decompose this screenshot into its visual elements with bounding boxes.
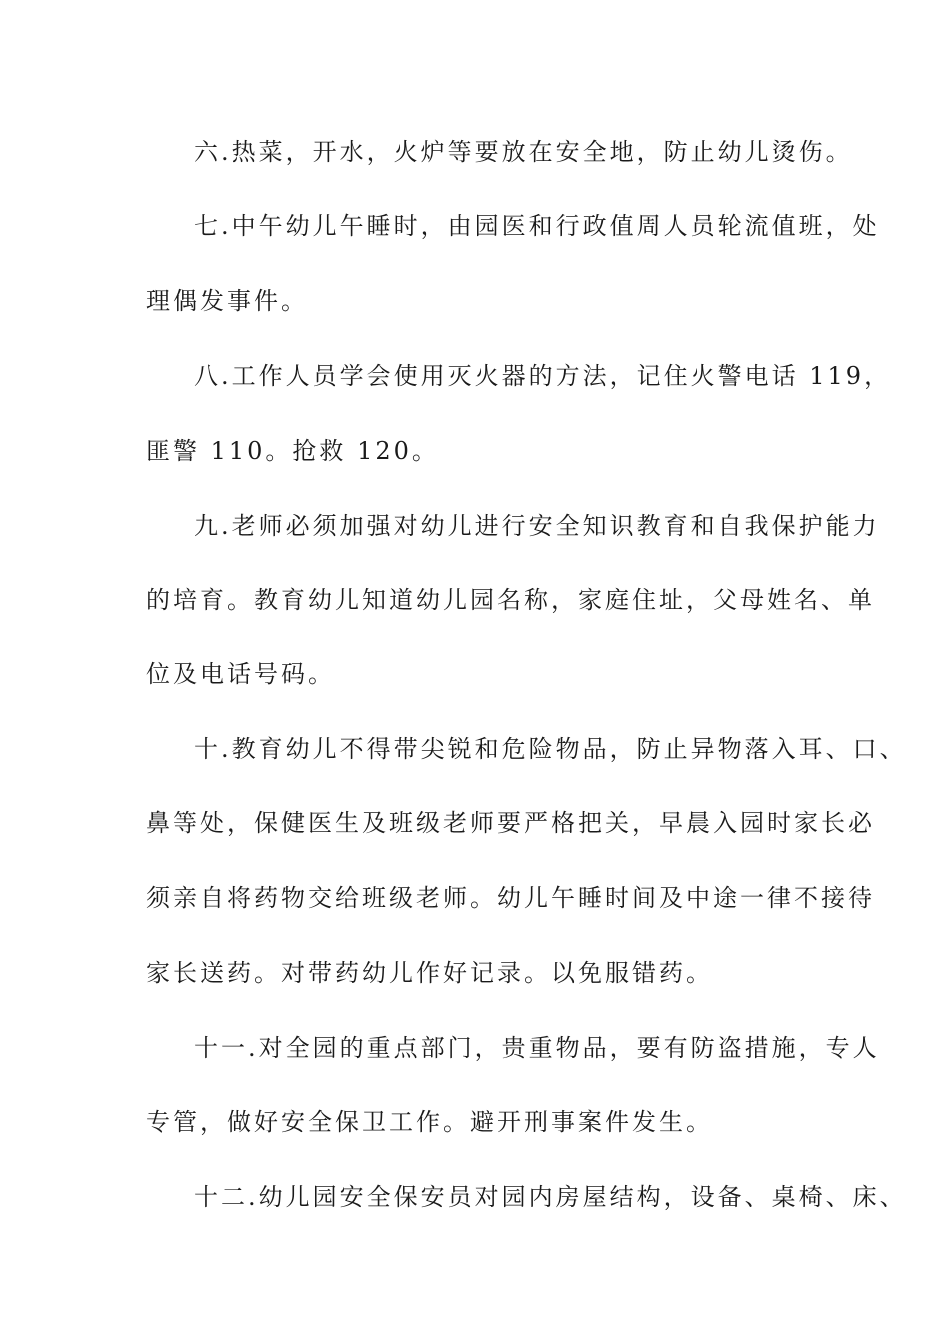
- paragraph-10-line-1: 十.教育幼儿不得带尖锐和危险物品，防止异物落入耳、口、: [194, 735, 907, 763]
- paragraph-11-line-1: 十一.对全园的重点部门，贵重物品，要有防盗措施，专人: [194, 1034, 880, 1062]
- paragraph-11-line-2: 专管，做好安全保卫工作。避开刑事案件发生。: [146, 1108, 713, 1136]
- paragraph-9-line-1: 九.老师必须加强对幼儿进行安全知识教育和自我保护能力: [194, 512, 880, 540]
- paragraph-10-line-4: 家长送药。对带药幼儿作好记录。以免服错药。: [146, 959, 713, 987]
- paragraph-12-line-1: 十二.幼儿园安全保安员对园内房屋结构，设备、桌椅、床、: [194, 1183, 907, 1211]
- paragraph-8-line-1: 八.工作人员学会使用灭火器的方法，记住火警电话 119，: [194, 362, 892, 390]
- paragraph-8-line-2: 匪警 110。抢救 120。: [146, 437, 439, 465]
- paragraph-10-line-3: 须亲自将药物交给班级老师。幼儿午睡时间及中途一律不接待: [146, 884, 875, 912]
- paragraph-9-line-2: 的培育。教育幼儿知道幼儿园名称，家庭住址，父母姓名、单: [146, 586, 875, 614]
- paragraph-7-line-1: 七.中午幼儿午睡时，由园医和行政值周人员轮流值班，处: [194, 212, 880, 240]
- paragraph-10-line-2: 鼻等处，保健医生及班级老师要严格把关，早晨入园时家长必: [146, 809, 875, 837]
- paragraph-9-line-3: 位及电话号码。: [146, 660, 335, 688]
- paragraph-6-line-1: 六.热菜，开水，火炉等要放在安全地，防止幼儿烫伤。: [194, 138, 853, 166]
- paragraph-7-line-2: 理偶发事件。: [146, 287, 308, 315]
